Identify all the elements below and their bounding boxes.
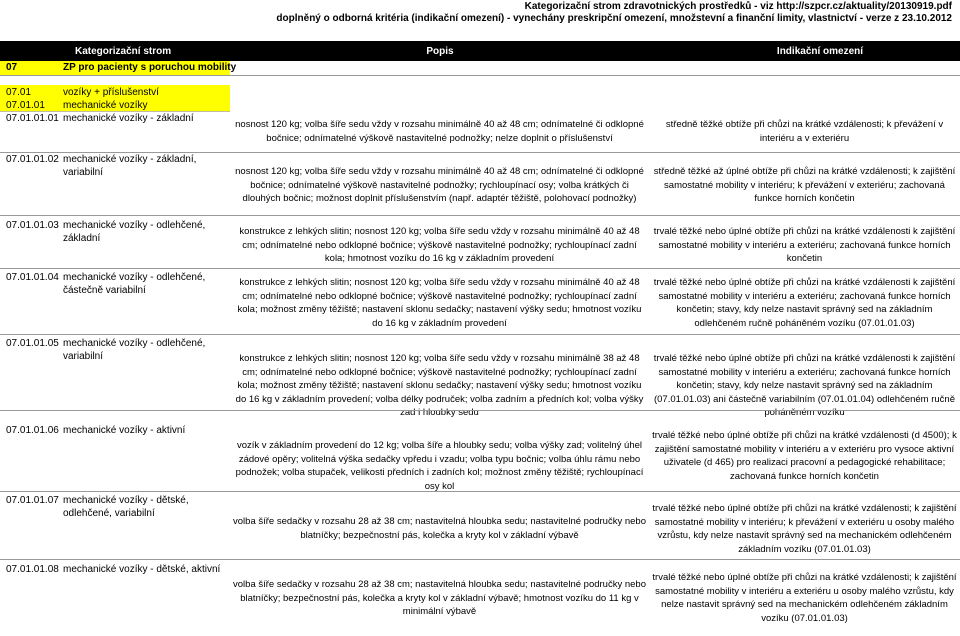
row-description: nosnost 120 kg; volba šíře sedu vždy v rozsahu minimálně 40 až 48 cm; odnímatelné či odklopné bočnice; odnímatelné výškově nastavitelné podnožky; nelze doplnit o příslušenství xyxy=(235,119,644,144)
group-name: ZP pro pacienty s poruchou mobility xyxy=(63,62,237,73)
table-row xyxy=(0,152,960,214)
row-code: 07.01.01.01 xyxy=(6,113,59,124)
row-code: 07.01.01.05 xyxy=(6,338,59,349)
table-header xyxy=(0,41,960,61)
table-row xyxy=(0,562,960,632)
row-separator xyxy=(0,410,960,411)
row-indication: trvalé těžké nebo úplné obtíže při chůzi na krátké vzdálenosti (d 4500); k zajištění samostatné mobility v interiéru a v exteriéru pro vysoce aktivní uživatele (d 465) pro realizaci pracovní a pedagogické rehabilitace; zachovaná funkce horních končetin xyxy=(652,430,957,482)
row-separator xyxy=(0,491,960,492)
row-code: 07.01 xyxy=(6,87,32,98)
row-name: vozíky + příslušenství xyxy=(63,87,159,98)
row-code: 07.01.01.04 xyxy=(6,272,59,283)
column-header-description: Popis xyxy=(426,46,454,57)
row-description: nosnost 120 kg; volba šíře sedu vždy v rozsahu minimálně 40 až 48 cm; odnímatelné či odklopné bočnice; odnímatelné výškově nastavitelné podnožky; rychloupínací osy; volba krátkých či dlouhých bočnic; možnost doplnit příslušenstvím (např. adaptér těžiště, polohovací podnožky) xyxy=(235,166,644,204)
row-description: volba šíře sedačky v rozsahu 28 až 38 cm; nastavitelná hloubka sedu; nastavitelné područky nebo blatníčky; bezpečnostní pás, kolečka a kryty kol v základní výbavě xyxy=(233,516,646,541)
table-row xyxy=(0,98,230,111)
table-row xyxy=(0,111,960,151)
row-indication: trvalé těžké nebo úplné obtíže při chůzi na krátké vzdálenosti k zajištění samostatné mobility v interiéru a exteriéru; zachovaná funkce horních končetin xyxy=(653,226,956,264)
row-indication: trvalé těžké nebo úplné obtíže při chůzi na krátké vzdálenosti k zajištění samostatné mobility v interiéru a exteriéru; zachovaná funkce horních končetin; stavy, kdy nelze nastavit správný sed na základním (07.01.01.03) ani částečně variabilním (07.01.01.04) odlehčeném ručně poháněném vozíku xyxy=(653,353,956,418)
row-indication: středně těžké až úplné obtíže při chůzi na krátké vzdálenosti; k zajištění samostatné mobility v interiéru; k převážení v exteriéru; zachovaná funkce horních končetin xyxy=(653,166,956,204)
row-indication: trvalé těžké nebo úplné obtíže při chůzi na krátké vzdálenosti k zajištění samostatné mobility v interiéru a exteriéru; zachovaná funkce horních končetin; stavy, kdy nelze nastavit správný sed na základním odlehčeném ručně poháněném vozíku (07.01.01.03) xyxy=(653,277,956,329)
row-indication: trvalé těžké nebo úplné obtíže při chůzi na krátké vzdálenosti; k zajištění samostatné mobility v interiéru; k převážení v exteriéru u osoby malého vzrůstu, kdy nelze nastavit správný sed na mechanickém odlehčeném základním vozíku (07.01.01.03) xyxy=(652,503,957,555)
row-name: mechanické vozíky - dětské, aktivní xyxy=(63,564,221,575)
row-code: 07.01.01.03 xyxy=(6,220,59,231)
row-name: mechanické vozíky xyxy=(63,100,148,111)
row-indication: středně těžké obtíže při chůzi na krátké vzdálenosti; k převážení v interiéru a v exteriéru xyxy=(665,119,944,144)
row-description: konstrukce z lehkých slitin; nosnost 120 kg; volba šíře sedu vždy v rozsahu minimálně 40 až 48 cm; odnímatelné nebo odklopné bočnice; výškově nastavitelné podnožky; rychloupínací zadní kola; možnost změny těžiště; nastavení sklonu sedačky; nastavení výšky sedu; hmotnost vozíku do 16 kg v základním provedení xyxy=(237,277,642,329)
document-title: Kategorizační strom zdravotnických prostředků - viz http://szpcr.cz/aktuality/20130919.pdf xyxy=(524,1,952,12)
table-row xyxy=(0,85,230,98)
row-separator xyxy=(0,75,960,76)
table-row xyxy=(0,493,960,557)
table-row xyxy=(0,423,960,492)
row-name: mechanické vozíky - základní xyxy=(63,113,194,124)
row-description: konstrukce z lehkých slitin; nosnost 120 kg; volba šíře sedu vždy v rozsahu minimálně 38 až 48 cm; odnímatelné nebo odklopné bočnice; výškově nastavitelné podnožky; rychloupínací zadní kola; možnost změny těžiště; nastavení sklonu sedačky; nastavení výšky sedu; hmotnost vozíku do 16 kg v základním provedení; volba délky područek; volba zadním a předních kol; volba výšky zad i hloubky sedu xyxy=(235,353,644,418)
table-row xyxy=(0,336,960,418)
row-code: 07.01.01 xyxy=(6,100,45,111)
group-code: 07 xyxy=(6,62,18,73)
row-name: mechanické vozíky - aktivní xyxy=(63,425,186,436)
table-row xyxy=(0,270,960,332)
row-separator xyxy=(0,215,960,216)
column-header-indication: Indikační omezení xyxy=(776,46,864,57)
row-name: mechanické vozíky - základní, variabilní xyxy=(63,154,197,178)
column-header-category: Kategorizační strom xyxy=(75,46,172,57)
row-code: 07.01.01.06 xyxy=(6,425,59,436)
table-row xyxy=(0,218,960,268)
row-separator xyxy=(0,334,960,335)
row-description: volba šíře sedačky v rozsahu 28 až 38 cm; nastavitelná hloubka sedu; nastavitelné područky nebo blatníčky; bezpečnostní pás, kolečka a kryty kol v základní výbavě; hmotnost vozíku do 11 kg v minimální výbavě xyxy=(233,579,646,617)
row-separator xyxy=(0,559,960,560)
row-code: 07.01.01.08 xyxy=(6,564,59,575)
row-name: mechanické vozíky - odlehčené, základní xyxy=(63,220,206,244)
row-code: 07.01.01.07 xyxy=(6,495,59,506)
row-name: mechanické vozíky - odlehčené, částečně variabilní xyxy=(63,272,206,296)
row-code: 07.01.01.02 xyxy=(6,154,59,165)
row-separator xyxy=(0,268,960,269)
row-name: mechanické vozíky - odlehčené, variabilní xyxy=(63,338,206,362)
row-description: vozík v základním provedení do 12 kg; volba šíře a hloubky sedu; volba výšky zad; volitelný úhel zádové opěry; volitelná výška sedačky vpředu i vzadu; volba typu bočnic; volba úhlu rámu nebo podnožek; volba stupaček, velikosti předních i zadních kol; možnost změny těžiště; rychloupínací osy kol xyxy=(235,440,644,492)
row-description: konstrukce z lehkých slitin; nosnost 120 kg; volba šíře sedu vždy v rozsahu minimálně 40 až 48 cm; odnímatelné nebo odklopné bočnice; výškově nastavitelné podnožky; rychloupínací zadní kola; hmotnost vozíku do 16 kg v základním provedení xyxy=(239,226,640,264)
document-subtitle: doplněný o odborná kritéria (indikační omezení) - vynechány preskripční omezení, množstevní a finanční limity, vlastnictví - verze z 23.10.2012 xyxy=(276,13,952,24)
row-name: mechanické vozíky - dětské, odlehčené, variabilní xyxy=(63,495,189,519)
row-indication: trvalé těžké nebo úplné obtíže při chůzi na krátké vzdálenosti; k zajištění samostatné mobility v interiéru a exteriéru u osoby malého vzrůstu, kdy nelze nastavit správný sed na mechanickém odlehčeném základním vozíku (07.01.01.03) xyxy=(652,572,957,624)
group-row xyxy=(0,61,237,75)
